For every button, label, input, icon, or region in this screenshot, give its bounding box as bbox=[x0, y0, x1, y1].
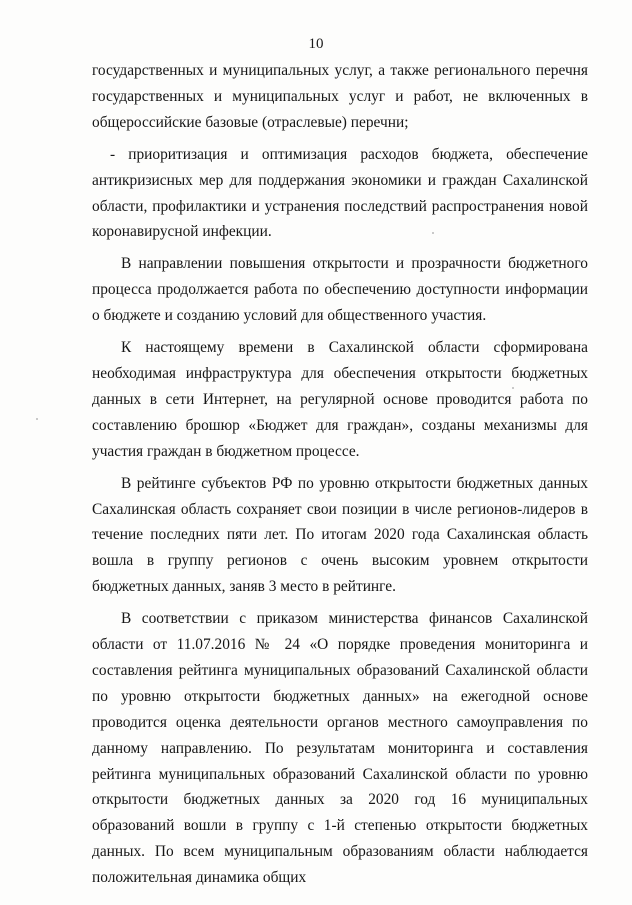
paragraph-rating: В рейтинге субъектов РФ по уровню открытости бюджетных данных Сахалинская область сохраняет свои позиции в числе регионов-лидеров в течение последних пяти лет. По итогам 2020 года Сахалинская область вошла в группу регионов с очень высоким уровнем открытости бюджетных данных, заняв 3 место в рейтинге. bbox=[92, 474, 588, 596]
document-body bbox=[92, 58, 588, 897]
paragraph-monitoring: В соответствии с приказом министерства финансов Сахалинской области от 11.07.2016 № 24 «О порядке проведения мониторинга и составления рейтинга муниципальных образований Сахалинской области по уровню открытости бюджетных данных» на ежегодной основе проводится оценка деятельности органов местного самоуправления по данному направлению. По результатам мониторинга и составления рейтинга муниципальных образований Сахалинской области по уровню открытости бюджетных данных за 2020 год 16 муниципальных образований вошли в группу с 1-й степенью открытости бюджетных данных. По всем муниципальным образованиям области наблюдается положительная динамика общих bbox=[92, 610, 588, 887]
scan-speck bbox=[36, 418, 38, 420]
page-number: 10 bbox=[308, 36, 324, 52]
scan-speck bbox=[432, 232, 434, 234]
paragraph-list-item: - приоритизация и оптимизация расходов бюджета, обеспечение антикризисных мер для поддержания экономики и граждан Сахалинской области, профилактики и устранения последствий распространения новой коронавирусной инфекции. bbox=[92, 145, 588, 241]
paragraph-continuation: государственных и муниципальных услуг, а также регионального перечня государственных и муниципальных услуг и работ, не включенных в общероссийские базовые (отраслевые) перечни; bbox=[92, 62, 588, 131]
paragraph-openness: В направлении повышения открытости и прозрачности бюджетного процесса продолжается работа по обеспечению доступности информации о бюджете и созданию условий для общественного участия. bbox=[92, 255, 588, 325]
paragraph-infrastructure: К настоящему времени в Сахалинской области сформирована необходимая инфраструктура для обеспечения открытости бюджетных данных в сети Интернет, на регулярной основе проводится работа по составлению брошюр «Бюджет для граждан», созданы механизмы для участия граждан в бюджетном процессе. bbox=[92, 339, 588, 460]
scan-speck bbox=[512, 387, 514, 389]
